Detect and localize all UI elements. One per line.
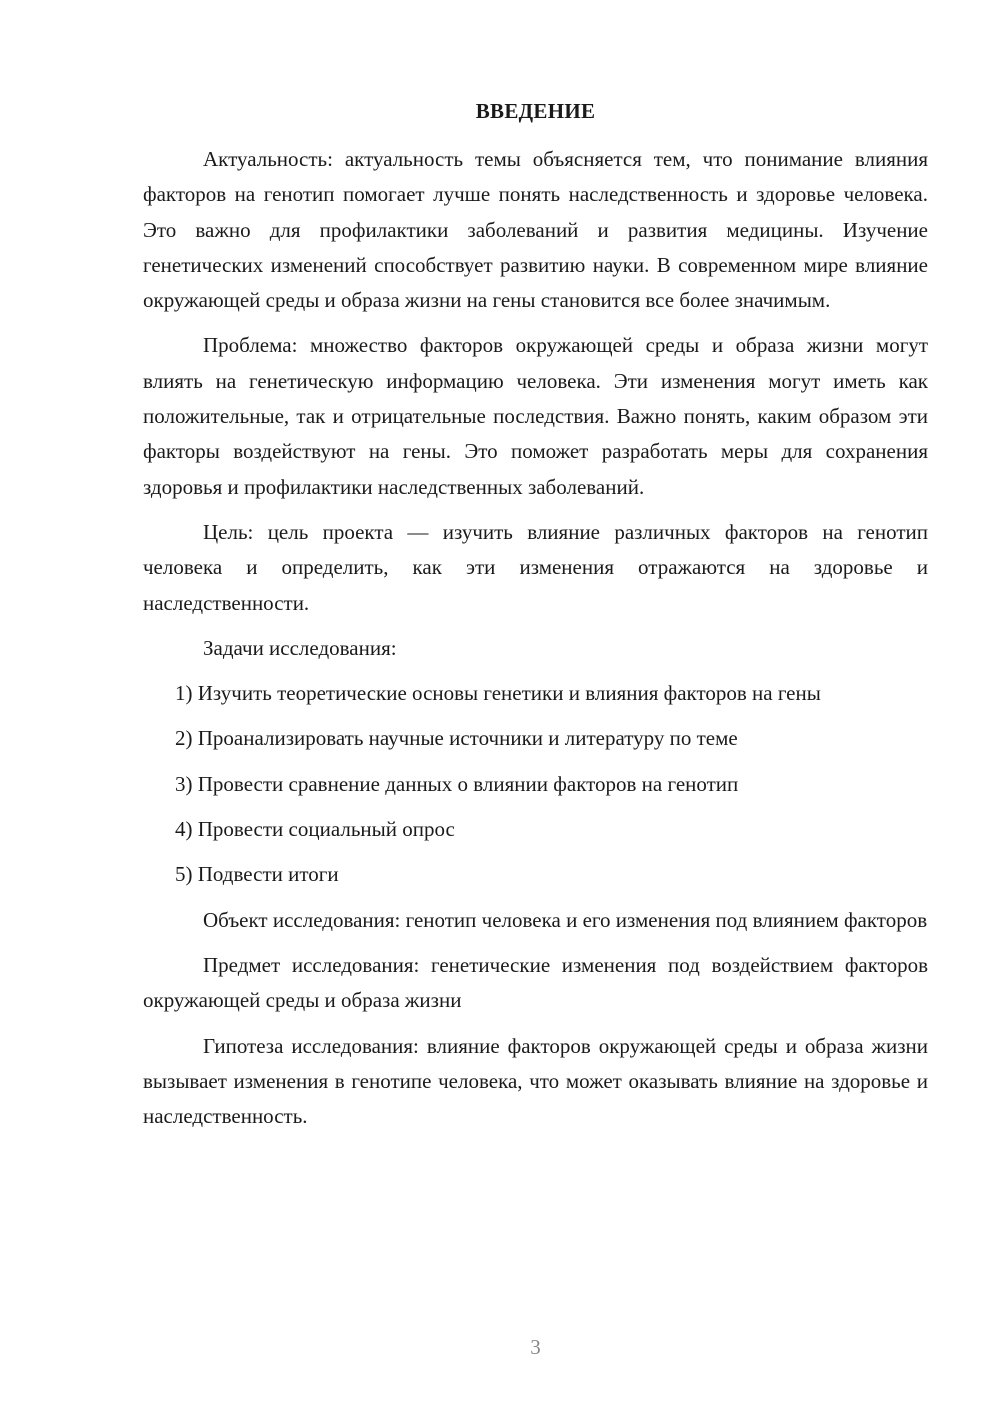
paragraph-object: Объект исследования: генотип человека и его изменения под влиянием факторов bbox=[203, 907, 928, 932]
paragraph-relevance: Актуальность: актуальность темы объясняется тем, что понимание влияния факторов на генотип помогает лучше понять наследственность и здоровье человека. Это важно для профилактики заболеваний и развития медицины. Изучение генетических изменений способствует развитию науки. В современном мире влияние окружающей среды и образа жизни на гены становится все более значимым. bbox=[143, 147, 928, 313]
paragraph-hypothesis: Гипотеза исследования: влияние факторов окружающей среды и образа жизни вызывает изменения в генотипе человека, что может оказывать влияние на здоровье и наследственность. bbox=[143, 1033, 928, 1129]
list-item-task-3: 3) Провести сравнение данных о влиянии факторов на генотип bbox=[175, 771, 739, 796]
paragraph-problem: Проблема: множество факторов окружающей среды и образа жизни могут влиять на генетическую информацию человека. Эти изменения могут иметь как положительные, так и отрицательные последствия. Важно понять, каким образом эти факторы воздействуют на гены. Это поможет разработать меры для сохранения здоровья и профилактики наследственных заболеваний. bbox=[143, 333, 928, 499]
list-item-task-2: 2) Проанализировать научные источники и литературу по теме bbox=[175, 726, 738, 751]
section-heading: ВВЕДЕНИЕ bbox=[475, 99, 596, 123]
document-body bbox=[143, 142, 928, 1144]
list-item-task-5: 5) Подвести итоги bbox=[175, 862, 339, 887]
paragraph-goal: Цель: цель проекта — изучить влияние различных факторов на генотип человека и определить, как эти изменения отражаются на здоровье и наследственности. bbox=[143, 519, 928, 615]
paragraph-subject: Предмет исследования: генетические изменения под воздействием факторов окружающей среды и образа жизни bbox=[143, 952, 928, 1013]
list-item-task-4: 4) Провести социальный опрос bbox=[175, 817, 455, 842]
paragraph-tasks-title: Задачи исследования: bbox=[203, 635, 397, 660]
document-page bbox=[143, 0, 928, 1414]
page-number: 3 bbox=[530, 1335, 541, 1359]
list-item-task-1: 1) Изучить теоретические основы генетики и влияния факторов на гены bbox=[175, 681, 821, 706]
